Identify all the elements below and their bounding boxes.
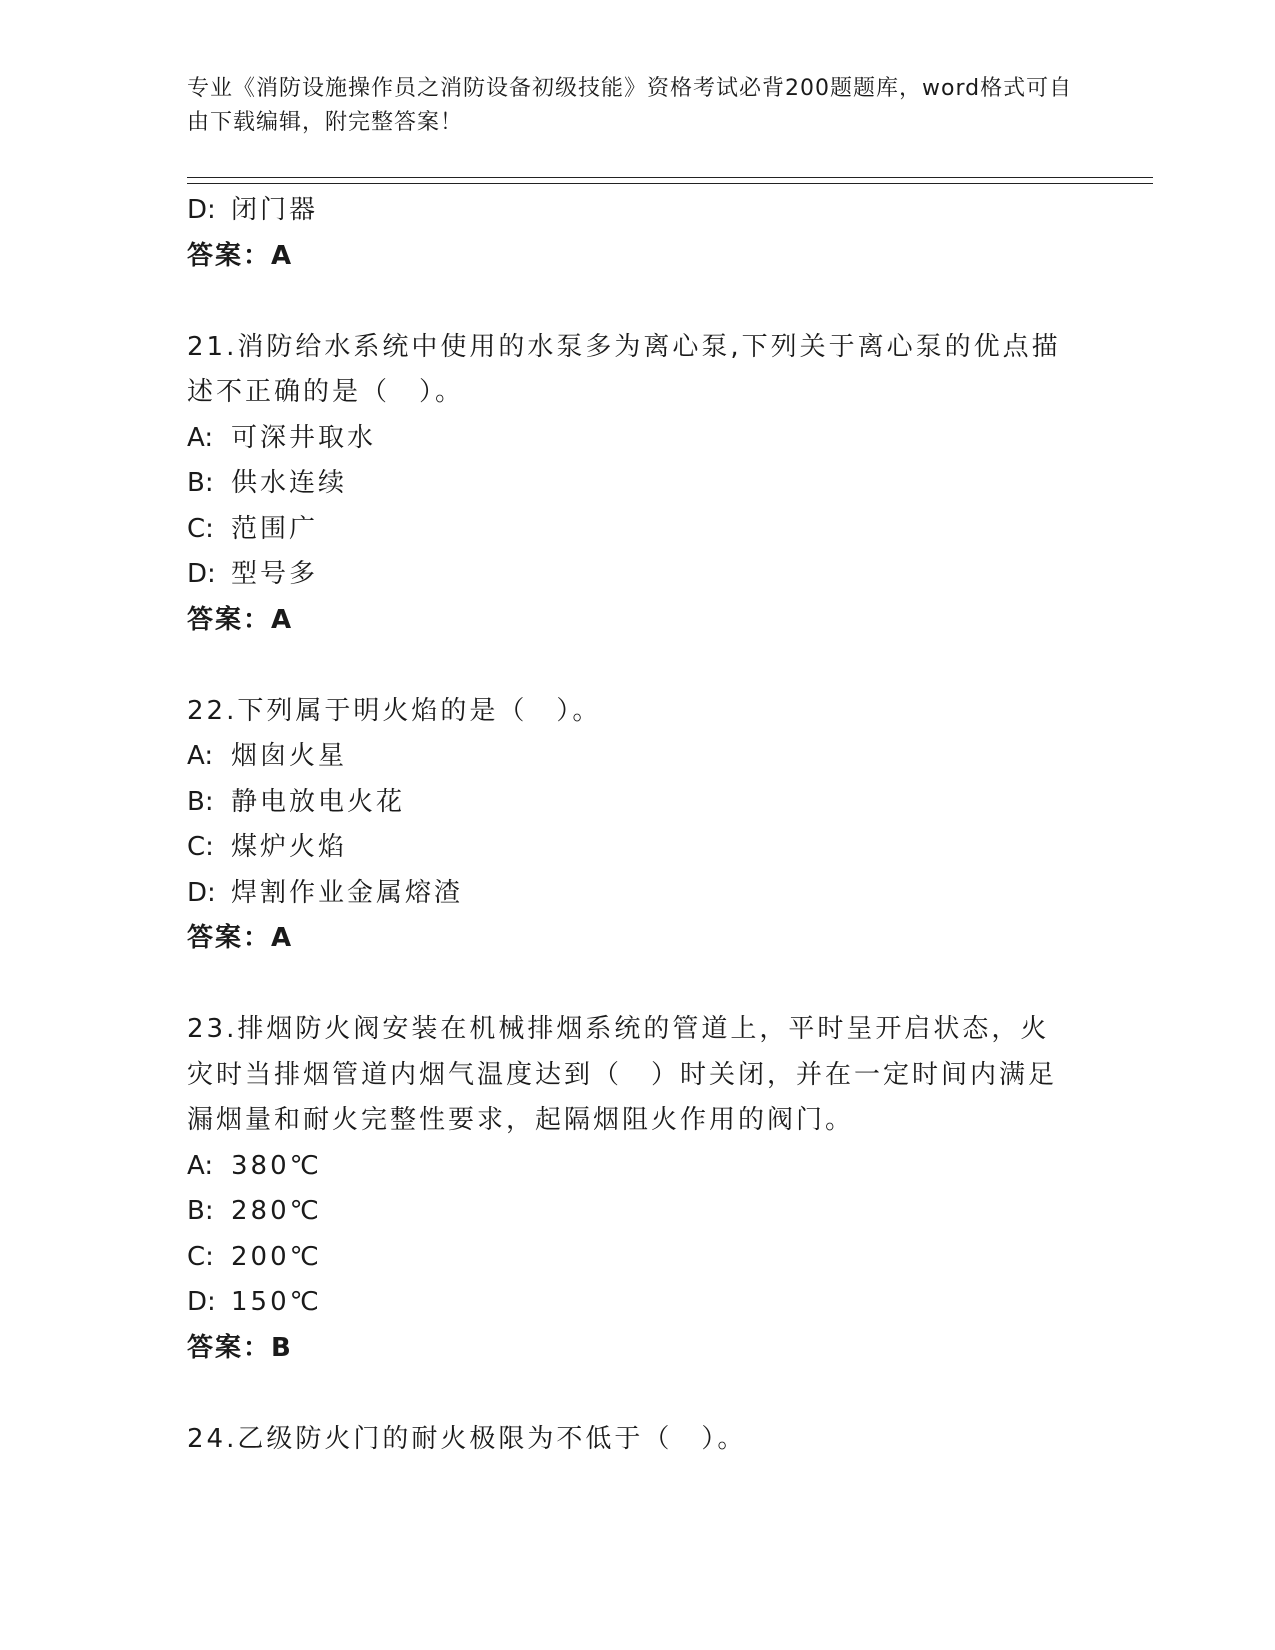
spacer	[187, 962, 1087, 1008]
page-header: 专业《消防设施操作员之消防设备初级技能》资格考试必背200题题库，word格式可自由下载编辑，附完整答案！	[187, 76, 1073, 135]
question-21-option-a	[187, 416, 1087, 462]
option-text: 可深井取水	[231, 422, 377, 453]
option-label: D:	[187, 1287, 216, 1317]
option-label: C:	[187, 1241, 214, 1272]
question-24-title: 24.乙级防火门的耐火极限为不低于（ ）。	[187, 1423, 747, 1454]
question-23-option-a	[187, 1144, 1087, 1190]
option-label: A:	[187, 422, 214, 453]
option-label: B:	[187, 786, 214, 817]
option-label: B:	[187, 1196, 214, 1226]
question-21-option-d	[187, 552, 1087, 598]
option-label: D:	[187, 877, 216, 908]
option-text: 静电放电火花	[231, 786, 406, 817]
question-21-title: 21.消防给水系统中使用的水泵多为离心泵,下列关于离心泵的优点描述不正确的是（ ）。	[187, 331, 1061, 407]
spacer	[187, 1371, 1087, 1417]
option-text: 200℃	[231, 1241, 322, 1272]
option-text: 烟囱火星	[231, 741, 348, 771]
option-text: 焊割作业金属熔渣	[231, 877, 464, 908]
question-22-option-b	[187, 780, 1087, 826]
question-23-answer: 答案：B	[187, 1332, 293, 1363]
header-rule-bottom	[187, 183, 1153, 184]
option-text: 供水连续	[231, 468, 348, 498]
option-text: 150℃	[231, 1287, 322, 1317]
option-label: A:	[187, 1150, 214, 1181]
option-label: D:	[187, 195, 216, 225]
prev-answer: 答案：A	[187, 240, 294, 271]
question-23-option-d	[187, 1280, 1087, 1326]
question-content	[187, 188, 1087, 1462]
option-text: 闭门器	[231, 195, 319, 225]
option-label: B:	[187, 468, 214, 498]
spacer	[187, 279, 1087, 325]
option-label: A:	[187, 741, 214, 771]
question-22-option-d	[187, 871, 1087, 917]
question-22-option-c	[187, 825, 1087, 871]
option-label: C:	[187, 832, 214, 862]
question-23-option-b	[187, 1189, 1087, 1235]
question-22-answer: 答案：A	[187, 923, 294, 953]
option-text: 280℃	[231, 1196, 322, 1226]
question-21-option-c	[187, 507, 1087, 553]
option-label: D:	[187, 559, 216, 589]
option-text: 范围广	[231, 513, 319, 544]
option-text: 380℃	[231, 1150, 322, 1181]
question-23-option-c	[187, 1235, 1087, 1281]
question-21-option-b	[187, 461, 1087, 507]
header-rule-top	[187, 177, 1153, 178]
option-text: 型号多	[231, 559, 319, 589]
option-label: C:	[187, 513, 214, 544]
question-22-option-a	[187, 734, 1087, 780]
option-text: 煤炉火焰	[231, 832, 348, 862]
question-22-title: 22.下列属于明火焰的是（ ）。	[187, 695, 602, 726]
spacer	[187, 643, 1087, 689]
prev-option-d	[187, 188, 1087, 234]
question-23-title: 23.排烟防火阀安装在机械排烟系统的管道上，平时呈开启状态，火灾时当排烟管道内烟气温度达到（ ）时关闭，并在一定时间内满足漏烟量和耐火完整性要求，起隔烟阻火作用的阀门。	[187, 1014, 1058, 1135]
question-21-answer: 答案：A	[187, 604, 294, 635]
